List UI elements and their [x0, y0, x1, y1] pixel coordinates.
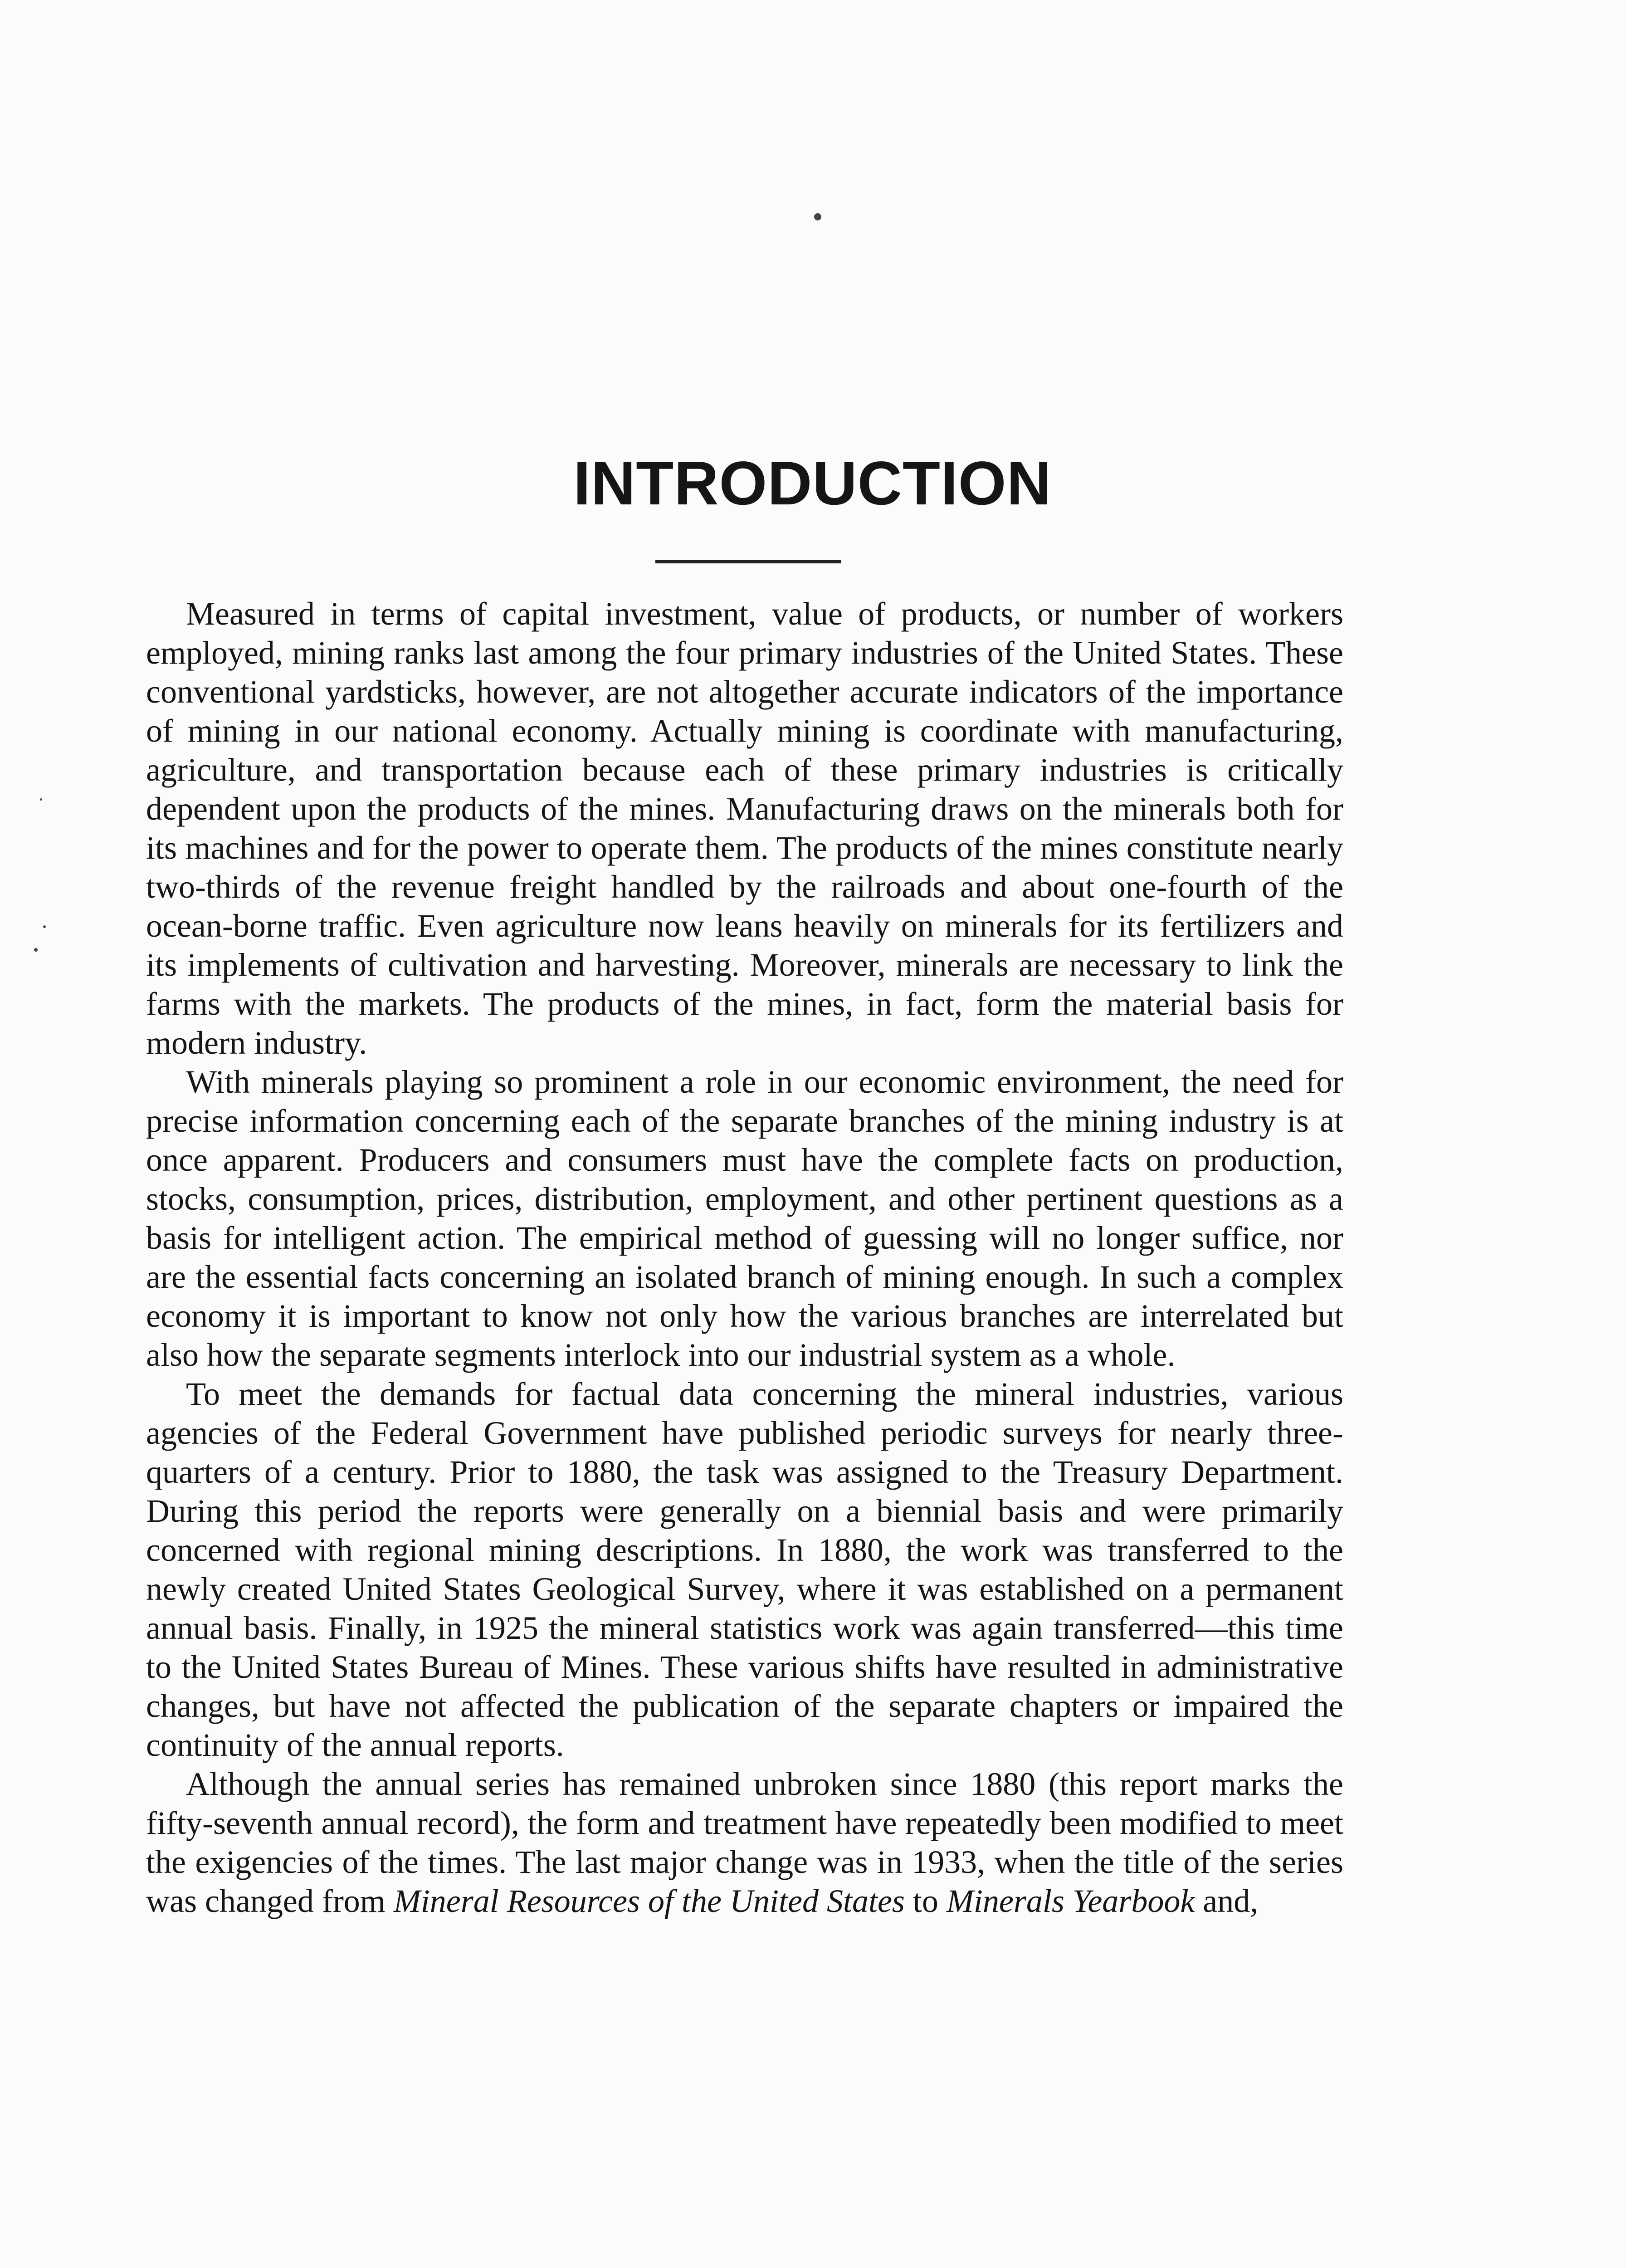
paragraph: [146, 1062, 1343, 1374]
scan-speck: [40, 798, 42, 801]
paragraph-text: With minerals playing so prominent a role in our economic environment, the need for precise information concerning each of the separate branches of the mining industry is at once apparent. Producers and consumers must have the complete facts on production, stocks, consumption, prices, distribution, employment, and other pertinent questions as a basis for intelligent action. The empirical method of guessing will no longer suffice, nor are the essential facts concerning an isolated branch of mining enough. In such a complex economy it is important to know not only how the various branches are interrelated but also how the separate segments interlock into our industrial system as a whole.: [146, 1064, 1343, 1373]
title-rule: [655, 560, 841, 563]
paragraph: [146, 1374, 1343, 1765]
italic-title: Minerals Yearbook: [946, 1883, 1195, 1919]
paragraph-text: to: [904, 1883, 947, 1919]
paragraph-text: To meet the demands for factual data concerning the mineral industries, various agencies of the Federal Government have published periodic surveys for nearly three-quarters of a century. Prior to 1880, the task was assigned to the Treasury Department. During this period the reports were generally on a biennial basis and were primarily concerned with regional mining descriptions. In 1880, the work was transferred to the newly created United States Geological Survey, where it was established on a permanent annual basis. Finally, in 1925 the mineral statistics work was again transferred—this time to the United States Bureau of Mines. These various shifts have resulted in administrative changes, but have not affected the publication of the separate chapters or impaired the continuity of the annual reports.: [146, 1376, 1343, 1763]
italic-title: Mineral Resources of the United States: [393, 1883, 905, 1919]
paragraph-text: and,: [1195, 1883, 1259, 1919]
page-title: INTRODUCTION: [573, 449, 1052, 518]
paragraph-text: Measured in terms of capital investment, value of products, or number of workers employed, mining ranks last among the four primary industries of the United States. These conventional yardsticks, however, are not altogether accurate indicators of the importance of mining in our national economy. Actually mining is coordinate with manufacturing, agriculture, and transportation because each of these primary industries is critically dependent upon the products of the mines. Manufacturing draws on the minerals both for its machines and for the power to operate them. The products of the mines constitute nearly two-thirds of the revenue freight handled by the railroads and about one-fourth of the ocean-borne traffic. Even agriculture now leans heavily on minerals for its fertilizers and its implements of cultivation and harvesting. Moreover, minerals are necessary to link the farms with the markets. The products of the mines, in fact, form the material basis for modern industry.: [146, 596, 1343, 1061]
scan-speck: [43, 925, 46, 928]
paragraph: [146, 1765, 1343, 1921]
body-text: [146, 594, 1343, 1921]
paragraph-text: Although the annual series has remained unbroken since 1880 (this report marks the fifty-seventh annual record), the form and treatment have repeatedly been modified to meet the exigencies of the times. The last major change was in 1933, when the title of the series was changed from: [146, 1766, 1343, 1919]
paragraph: [146, 594, 1343, 1062]
scan-speck: [814, 213, 821, 220]
scan-speck: [34, 948, 38, 952]
